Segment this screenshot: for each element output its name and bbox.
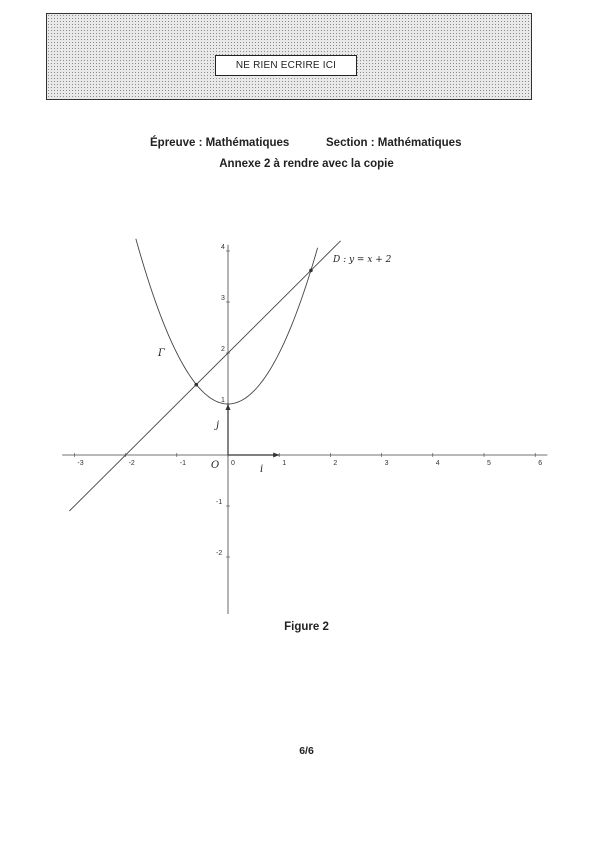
y-tick-label: 1: [221, 397, 225, 404]
unit-vector-j-label: j: [216, 420, 220, 431]
unit-vector-i-label: i: [260, 464, 264, 475]
y-tick-label: 3: [221, 295, 225, 302]
annex-title: Annexe 2 à rendre avec la copie: [219, 158, 394, 170]
do-not-write-label: NE RIEN ECRIRE ICI: [215, 55, 357, 76]
x-tick-label: -2: [128, 460, 135, 467]
x-tick-label: 6: [538, 460, 543, 467]
graph-labels: [157, 255, 392, 475]
page-number: 6/6: [299, 745, 314, 757]
curve-gamma-label: Γ: [158, 348, 165, 359]
curves: [69, 239, 340, 511]
intersection-point: [194, 383, 198, 387]
axes: [62, 245, 547, 614]
line-d-label: D : y = x + 2: [333, 255, 392, 265]
x-tick-label: 4: [435, 460, 440, 467]
origin-label: O: [211, 460, 220, 471]
unit-vector-j-arrowhead: [226, 404, 231, 410]
exam-section: Section : Mathématiques: [326, 137, 462, 149]
x-tick-label: -3: [77, 460, 84, 467]
unit-vector-i-arrowhead: [273, 453, 279, 458]
y-tick-label: 4: [221, 244, 225, 251]
y-tick-label: -2: [216, 550, 223, 557]
axis-ticks: [74, 244, 542, 557]
intersection-point: [309, 269, 313, 273]
x-tick-label: 0: [231, 460, 235, 467]
y-tick-label: 2: [221, 346, 225, 353]
x-tick-label: 5: [487, 460, 491, 467]
x-tick-label: -1: [179, 460, 187, 467]
line-d: [69, 241, 340, 511]
x-tick-label: 2: [333, 460, 338, 467]
exam-subject: Épreuve : Mathématiques: [150, 137, 290, 149]
figure-caption: Figure 2: [284, 621, 329, 633]
y-tick-label: -1: [216, 499, 223, 506]
x-tick-label: 1: [282, 460, 287, 467]
curve-gamma: [136, 239, 318, 404]
x-tick-label: 3: [384, 460, 389, 467]
